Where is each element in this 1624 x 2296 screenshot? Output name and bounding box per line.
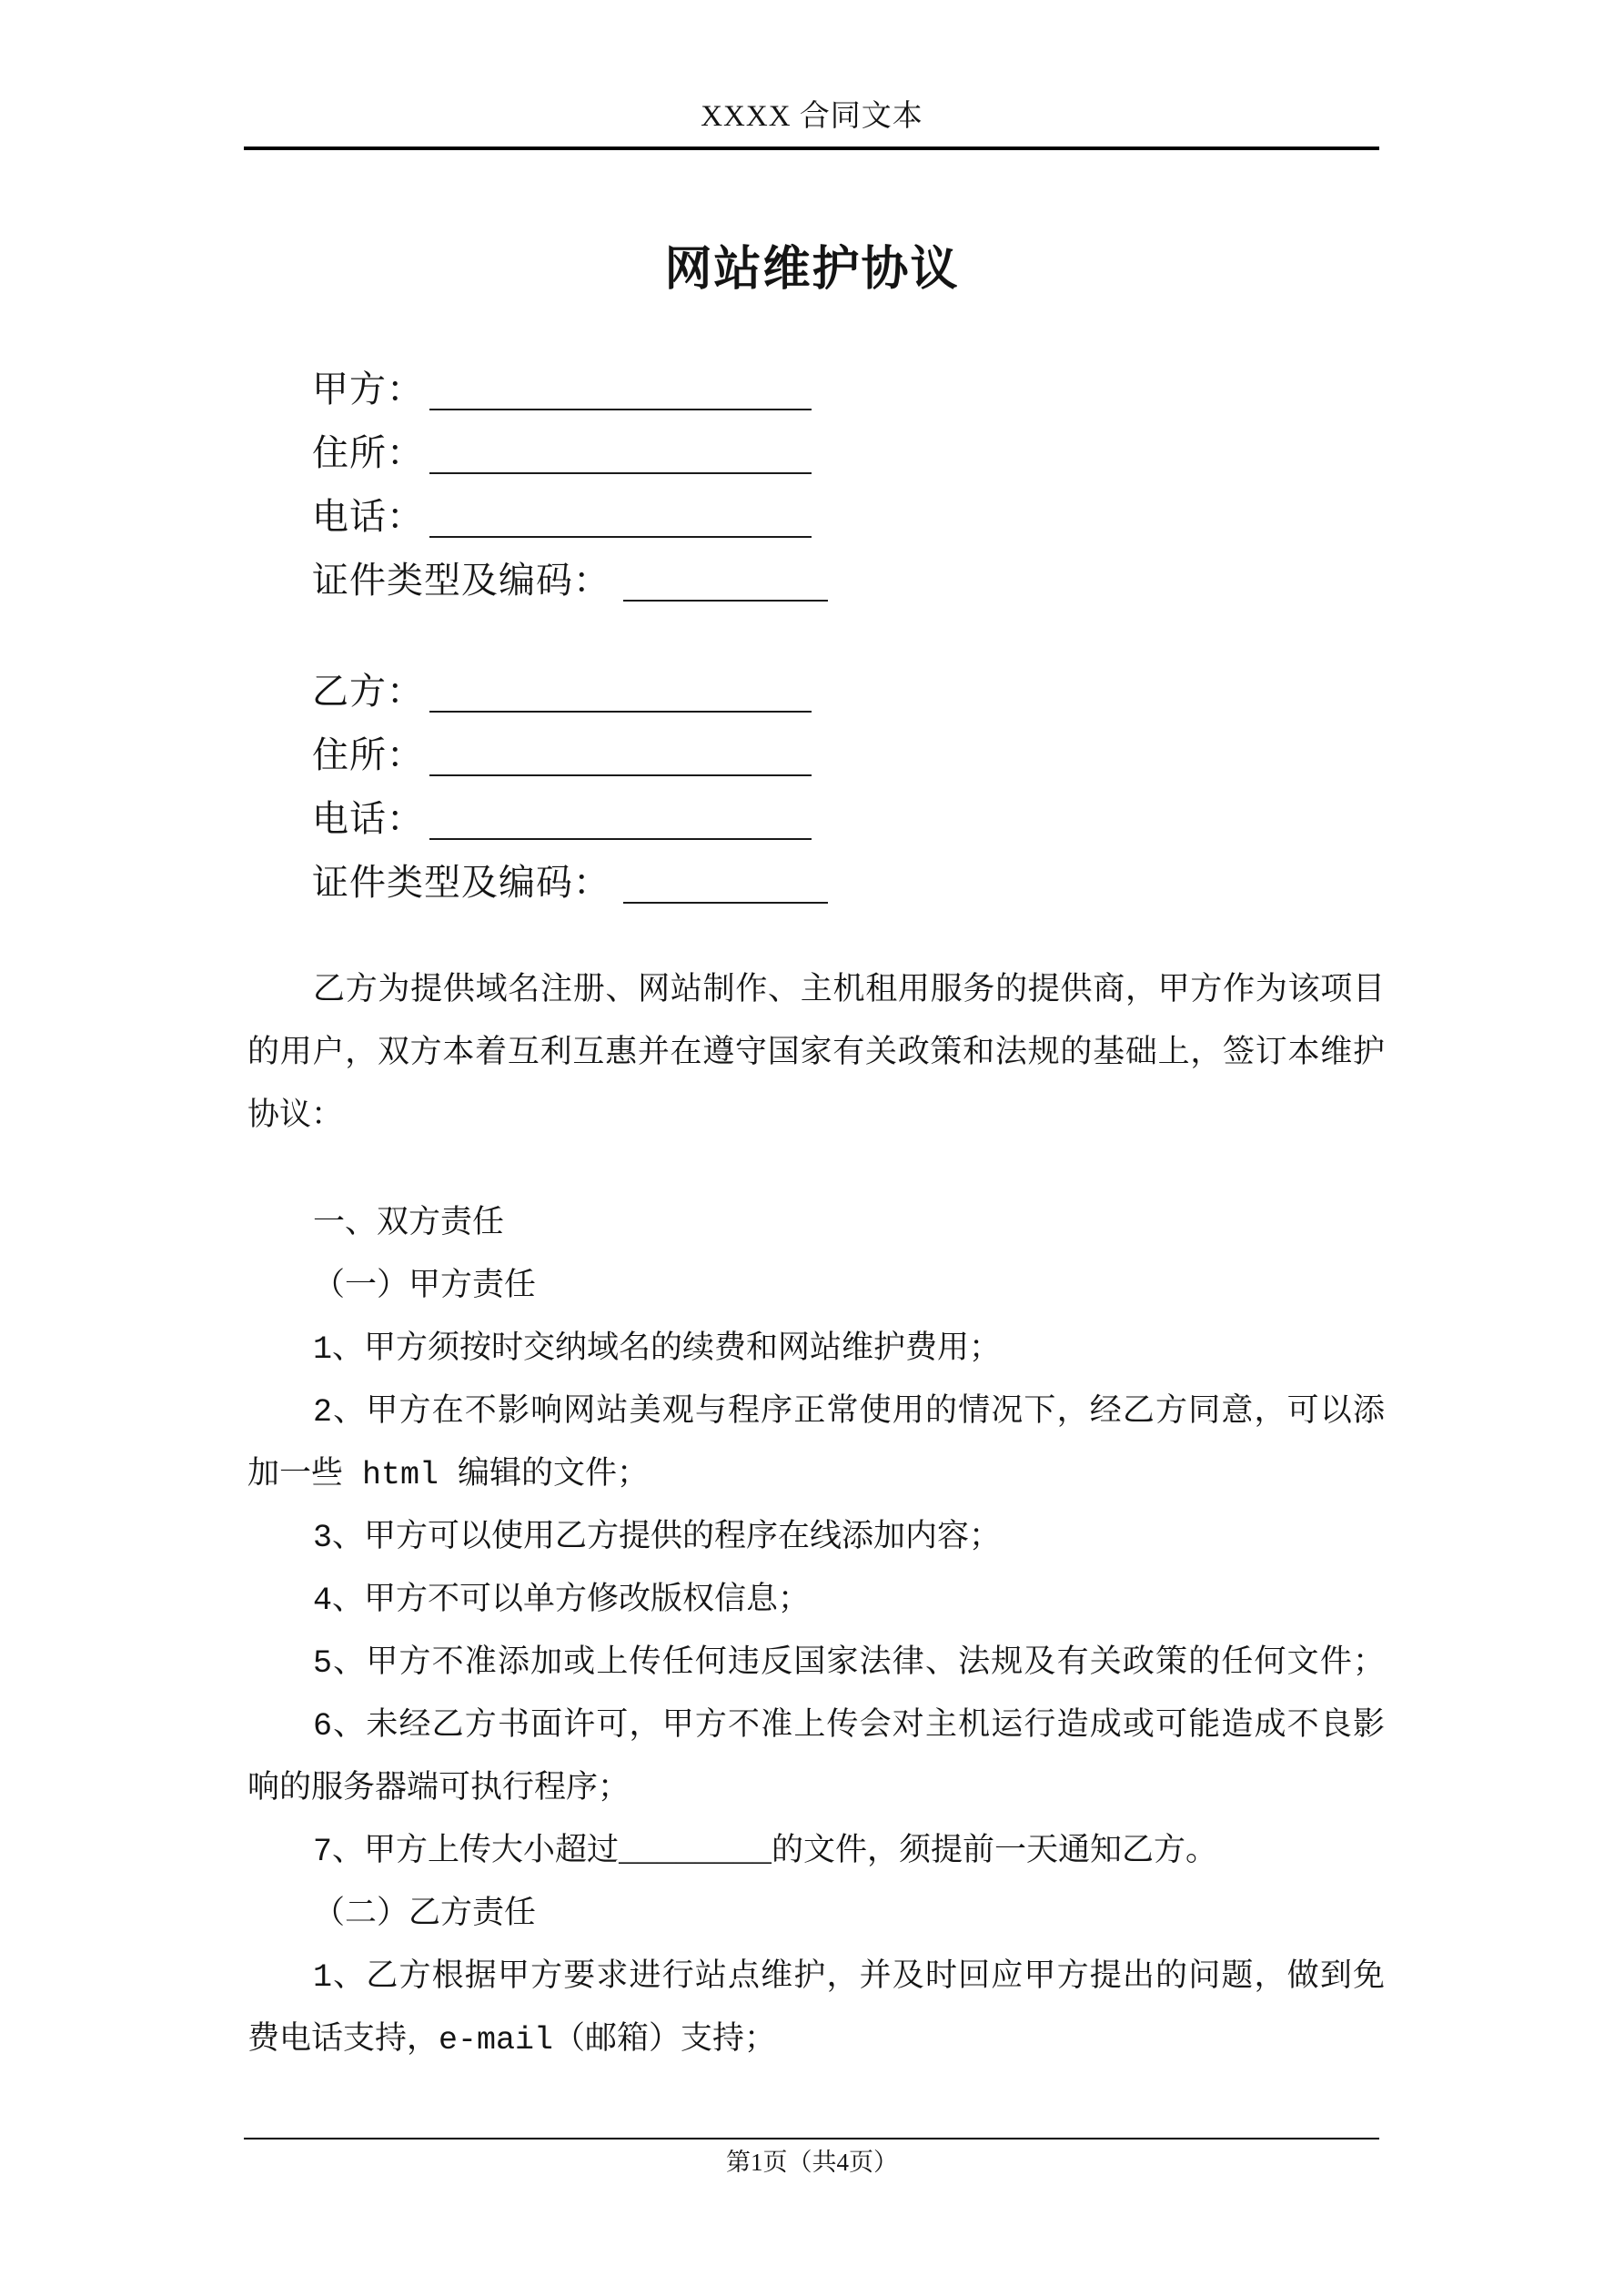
body-line: 6、未经乙方书面许可，甲方不准上传会对主机运行造成或可能造成不良影 (313, 1708, 1385, 1745)
footer-rule (244, 2138, 1379, 2139)
body-line: 1、甲方须按时交纳域名的续费和网站维护费用； (313, 1331, 1002, 1368)
body-line: 一、双方责任 (313, 1206, 505, 1242)
field-blank-line (429, 802, 812, 840)
field-label: 甲方： (312, 369, 424, 410)
field-label: 住所： (312, 432, 424, 473)
field-label: 乙方： (312, 671, 424, 712)
body-line: 7、甲方上传大小超过________的文件，须提前一天通知乙方。 (313, 1834, 1218, 1870)
document-title: 网站维护协议 (664, 243, 960, 296)
form-field-row (312, 787, 828, 851)
field-blank-line (429, 372, 812, 410)
field-blank-line (623, 563, 828, 602)
body-line: （一）甲方责任 (313, 1269, 537, 1305)
form-field-row (312, 485, 828, 549)
body-line: 乙方为提供域名注册、网站制作、主机租用服务的提供商，甲方作为该项目 (313, 973, 1385, 1009)
body-line: 的用户，双方本着互利互惠并在遵守国家有关政策和法规的基础上，签订本维护 (247, 1036, 1385, 1072)
form-field-row (312, 549, 828, 612)
field-label: 电话： (312, 798, 424, 839)
body-line: 4、甲方不可以单方修改版权信息； (313, 1583, 811, 1619)
party-b-block (247, 660, 828, 915)
field-label: 证件类型及编码： (312, 862, 610, 903)
header-rule (244, 147, 1379, 150)
body-line: 1、乙方根据甲方要求进行站点维护，并及时回应甲方提出的问题，做到免 (313, 1959, 1385, 1996)
form-field-row (312, 851, 828, 915)
body-line: 加一些 html 编辑的文件； (247, 1457, 650, 1493)
field-blank-line (623, 865, 828, 904)
form-field-row (312, 421, 828, 485)
body-line: 协议： (247, 1098, 344, 1135)
field-blank-line (429, 674, 812, 713)
body-line: 5、甲方不准添加或上传任何违反国家法律、法规及有关政策的任何文件； (313, 1645, 1385, 1682)
form-field-row (312, 358, 828, 421)
party-a-block (247, 358, 828, 612)
field-label: 电话： (312, 496, 424, 537)
form-field-row (312, 723, 828, 787)
field-label: 证件类型及编码： (312, 560, 610, 601)
body-line: （二）乙方责任 (313, 1896, 537, 1933)
field-blank-line (429, 738, 812, 776)
body-text (247, 960, 1385, 2072)
body-line: 3、甲方可以使用乙方提供的程序在线添加内容； (313, 1520, 1002, 1556)
form-field-row (312, 660, 828, 723)
body-line: 费电话支持，e-mail（邮箱）支持； (247, 2022, 777, 2058)
body-line: 2、甲方在不影响网站美观与程序正常使用的情况下，经乙方同意，可以添 (313, 1394, 1385, 1431)
field-blank-line (429, 500, 812, 538)
field-blank-line (429, 436, 812, 474)
page-header-text: XXXX 合同文本 (701, 100, 923, 133)
body-line: 响的服务器端可执行程序； (247, 1771, 630, 1807)
footer-page-number: 第1页（共4页） (726, 2149, 898, 2176)
field-label: 住所： (312, 734, 424, 775)
